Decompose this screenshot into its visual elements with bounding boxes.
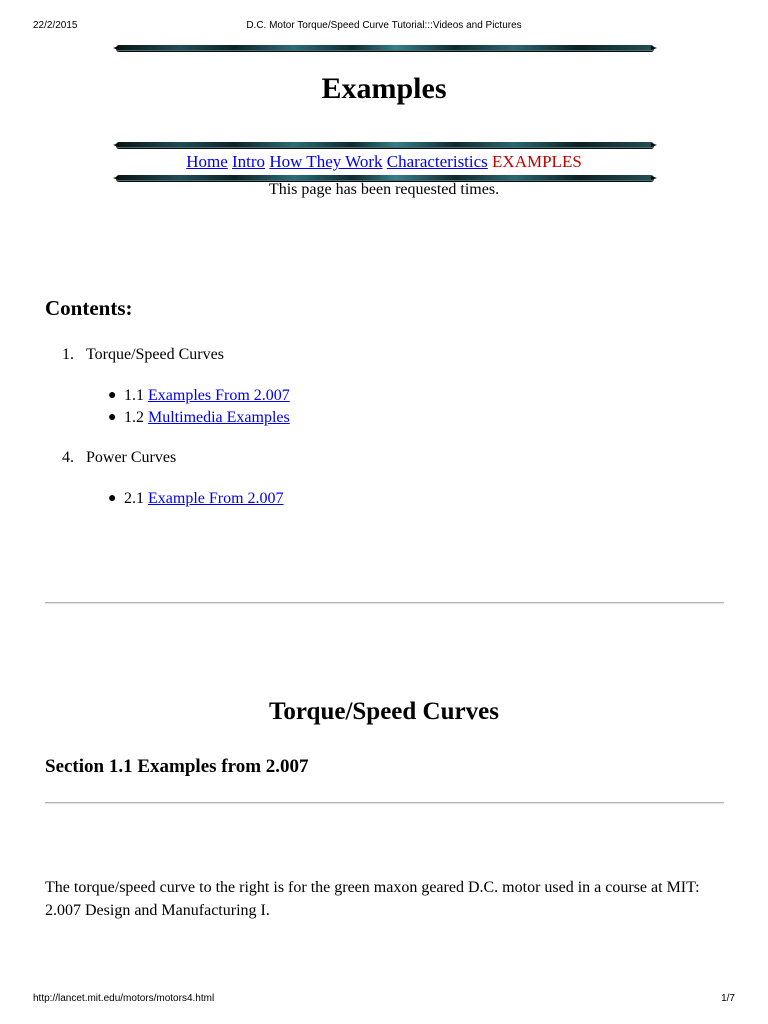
list-number: 4. bbox=[62, 449, 74, 466]
decorative-bar-top bbox=[116, 45, 654, 51]
print-footer bbox=[0, 993, 768, 1005]
print-document-title: D.C. Motor Torque/Speed Curve Tutorial:::Videos and Pictures bbox=[246, 20, 522, 31]
page-title: Examples bbox=[321, 72, 447, 105]
list-number: 1. bbox=[62, 346, 74, 363]
contents-heading: Contents: bbox=[45, 296, 133, 320]
nav-link-intro[interactable]: Intro bbox=[232, 152, 266, 171]
contents-section-label: Torque/Speed Curves bbox=[86, 346, 224, 363]
decorative-bar-nav-top bbox=[116, 142, 654, 148]
bullet-icon: ● bbox=[108, 410, 117, 425]
print-page-number: 1/7 bbox=[721, 993, 735, 1004]
nav-link-how-they-work[interactable]: How They Work bbox=[269, 152, 383, 171]
horizontal-divider bbox=[45, 602, 724, 604]
subitem-prefix: 1.1 bbox=[124, 387, 144, 404]
link-examples-from-2007[interactable]: Examples From 2.007 bbox=[148, 387, 290, 404]
bullet-icon: ● bbox=[108, 491, 117, 506]
subitem-prefix: 1.2 bbox=[124, 409, 144, 426]
horizontal-divider bbox=[45, 802, 724, 804]
page-counter-text: This page has been requested times. bbox=[268, 181, 500, 198]
nav-link-home[interactable]: Home bbox=[186, 152, 228, 171]
print-header bbox=[0, 20, 768, 32]
print-url: http://lancet.mit.edu/motors/motors4.html bbox=[33, 993, 215, 1004]
contents-section-label: Power Curves bbox=[86, 449, 177, 466]
body-paragraph: The torque/speed curve to the right is for the green maxon geared D.C. motor used in a course at MIT: 2.007 Design and Manufacturing I. bbox=[45, 879, 700, 919]
section-title: Torque/Speed Curves bbox=[269, 698, 499, 725]
main-nav bbox=[0, 151, 768, 173]
nav-current-examples: EXAMPLES bbox=[492, 152, 582, 171]
print-date: 22/2/2015 bbox=[33, 20, 78, 31]
link-example-from-2007[interactable]: Example From 2.007 bbox=[148, 490, 284, 507]
bullet-icon: ● bbox=[108, 388, 117, 403]
link-multimedia-examples[interactable]: Multimedia Examples bbox=[148, 409, 290, 426]
nav-link-characteristics[interactable]: Characteristics bbox=[386, 152, 488, 171]
subsection-title: Section 1.1 Examples from 2.007 bbox=[45, 756, 309, 777]
subitem-prefix: 2.1 bbox=[124, 490, 144, 507]
